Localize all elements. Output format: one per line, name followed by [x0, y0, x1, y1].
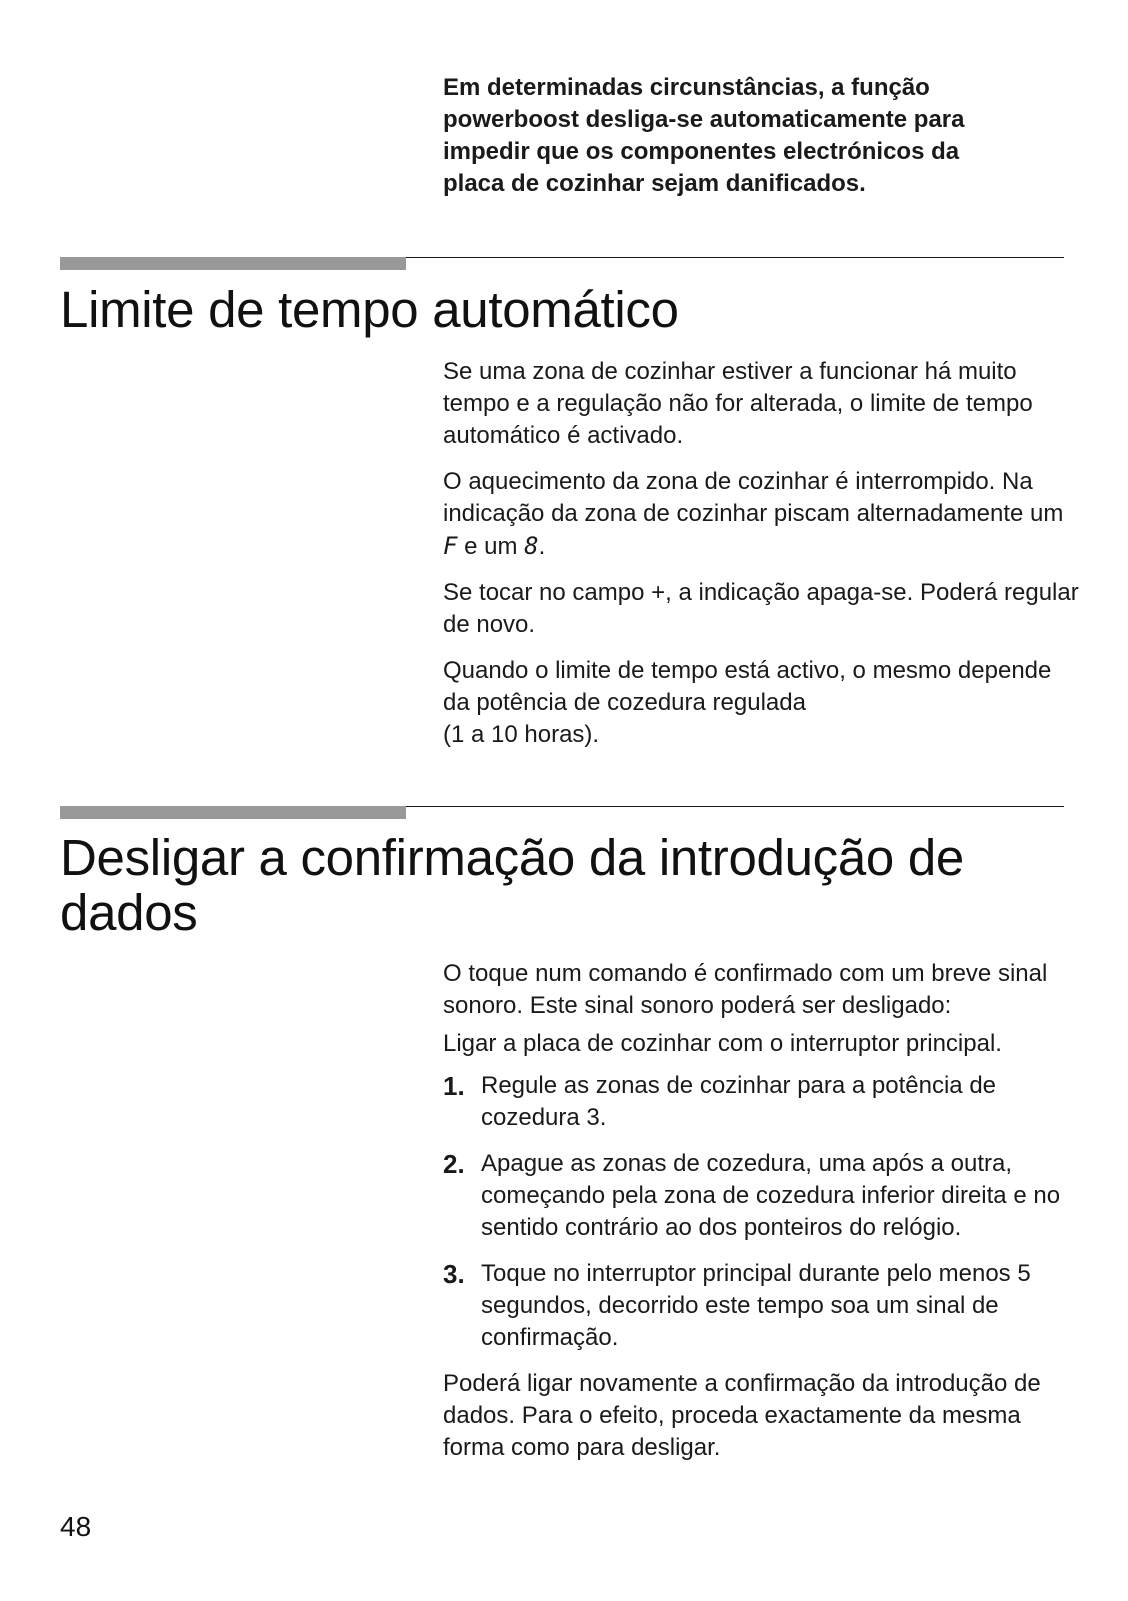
title-line: Desligar a confirmação da introdução de — [60, 829, 964, 886]
steps-list — [443, 1070, 1083, 1354]
step-number: 2. — [443, 1149, 465, 1179]
display-symbol-8: 8 — [524, 532, 539, 560]
paragraph — [443, 655, 1083, 751]
paragraph-text: (1 a 10 horas). — [443, 721, 600, 748]
section-body-time-limit — [443, 356, 1083, 765]
paragraph-text: e um — [457, 533, 525, 560]
section-title-time-limit: Limite de tempo automático — [60, 281, 679, 338]
divider-line — [406, 257, 1064, 258]
step-text: Apague as zonas de cozedura, uma após a outra, começando pela zona de cozedura inferior direita e no sentido contrário ao dos ponteiros do relógio. — [481, 1150, 1061, 1241]
paragraph — [443, 466, 1083, 563]
section-divider — [60, 257, 1064, 270]
section-title-input-confirmation — [60, 830, 1080, 940]
note-line: impedir que os componentes electrónicos da — [443, 138, 960, 165]
step-number: 1. — [443, 1071, 465, 1101]
section-divider — [60, 806, 1064, 819]
paragraph: Se tocar no campo +, a indicação apaga-se. Poderá regular de novo. — [443, 579, 1079, 638]
list-item — [443, 1070, 1083, 1134]
divider-bar — [60, 257, 406, 270]
paragraph-text: . — [538, 533, 546, 560]
step-number: 3. — [443, 1259, 465, 1289]
divider-bar — [60, 806, 406, 819]
paragraph-text: Quando o limite de tempo está activo, o mesmo depende da potência de cozedura regulada — [443, 657, 1052, 716]
page-number: 48 — [60, 1511, 92, 1542]
step-text: Toque no interruptor principal durante pelo menos 5 segundos, decorrido este tempo soa um sinal de confirmação. — [481, 1260, 1031, 1351]
note-line: placa de cozinhar sejam danificados. — [443, 170, 866, 197]
list-item — [443, 1148, 1083, 1244]
powerboost-note — [443, 72, 1063, 200]
note-line: powerboost desliga-se automaticamente para — [443, 106, 965, 133]
title-line: dados — [60, 884, 198, 941]
paragraph: Poderá ligar novamente a confirmação da introdução de dados. Para o efeito, proceda exactamente da mesma forma como para desligar. — [443, 1370, 1041, 1461]
list-item — [443, 1258, 1083, 1354]
paragraph: Ligar a placa de cozinhar com o interruptor principal. — [443, 1030, 1002, 1057]
display-symbol-f: F — [443, 532, 458, 560]
paragraph-text: O aquecimento da zona de cozinhar é interrompido. Na indicação da zona de cozinhar piscam alternadamente um — [443, 468, 1064, 527]
step-text: Regule as zonas de cozinhar para a potência de cozedura 3. — [481, 1072, 997, 1131]
section-body-input-confirmation — [443, 958, 1083, 1478]
paragraph: O toque num comando é confirmado com um breve sinal sonoro. Este sinal sonoro poderá ser desligado: — [443, 960, 1048, 1019]
divider-line — [406, 806, 1064, 807]
paragraph: Se uma zona de cozinhar estiver a funcionar há muito tempo e a regulação não for alterada, o limite de tempo automático é activado. — [443, 358, 1033, 449]
note-line: Em determinadas circunstâncias, a função — [443, 74, 930, 101]
